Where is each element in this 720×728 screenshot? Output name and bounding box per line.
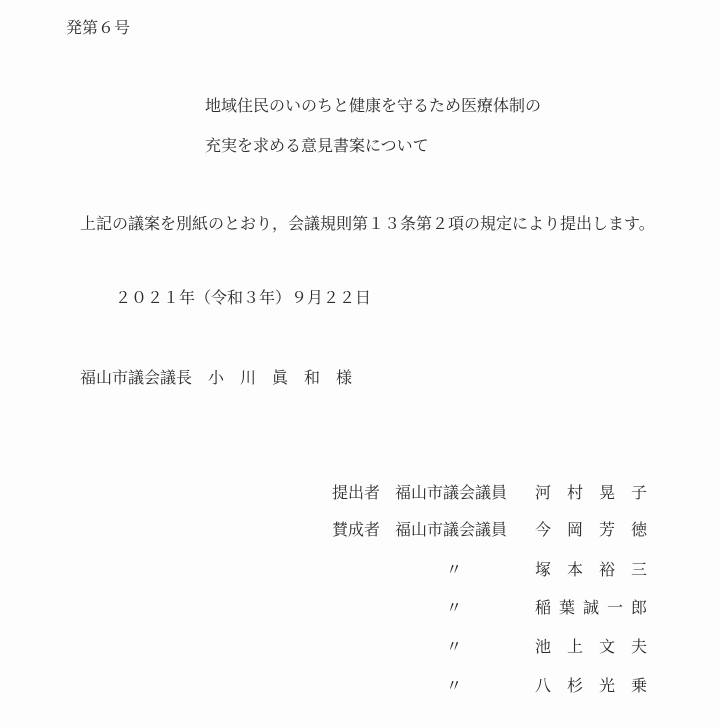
signatory-name: 池上文夫 [535,637,647,656]
document-number: 発第６号 [66,18,131,37]
affiliation: 福山市議会議員 [395,520,508,539]
affiliation: 福山市議会議員 [395,483,508,502]
title-line-2: 充実を求める意見書案について [205,136,429,155]
signatory-name: 今岡芳徳 [535,520,647,539]
signatory-name: 八杉光乗 [535,676,647,695]
ditto-mark: 〃 [446,598,463,617]
ditto-mark: 〃 [446,676,463,695]
signatory-name: 塚本裕三 [535,560,647,579]
body-text: 上記の議案を別紙のとおり，会議規則第１３条第２項の規定により提出します。 [80,214,655,233]
ditto-mark: 〃 [446,560,463,579]
role-submitter: 提出者 [332,483,381,502]
signatory-name: 河村晃子 [535,483,647,502]
signatory-name: 稲葉誠一郎 [535,598,647,617]
title-line-1: 地域住民のいのちと健康を守るため医療体制の [205,96,542,115]
addressee: 福山市議会議長 小 川 眞 和 様 [80,368,353,387]
date: ２０２１年（令和３年）９月２２日 [115,288,372,307]
ditto-mark: 〃 [446,637,463,656]
role-supporter: 賛成者 [332,520,381,539]
